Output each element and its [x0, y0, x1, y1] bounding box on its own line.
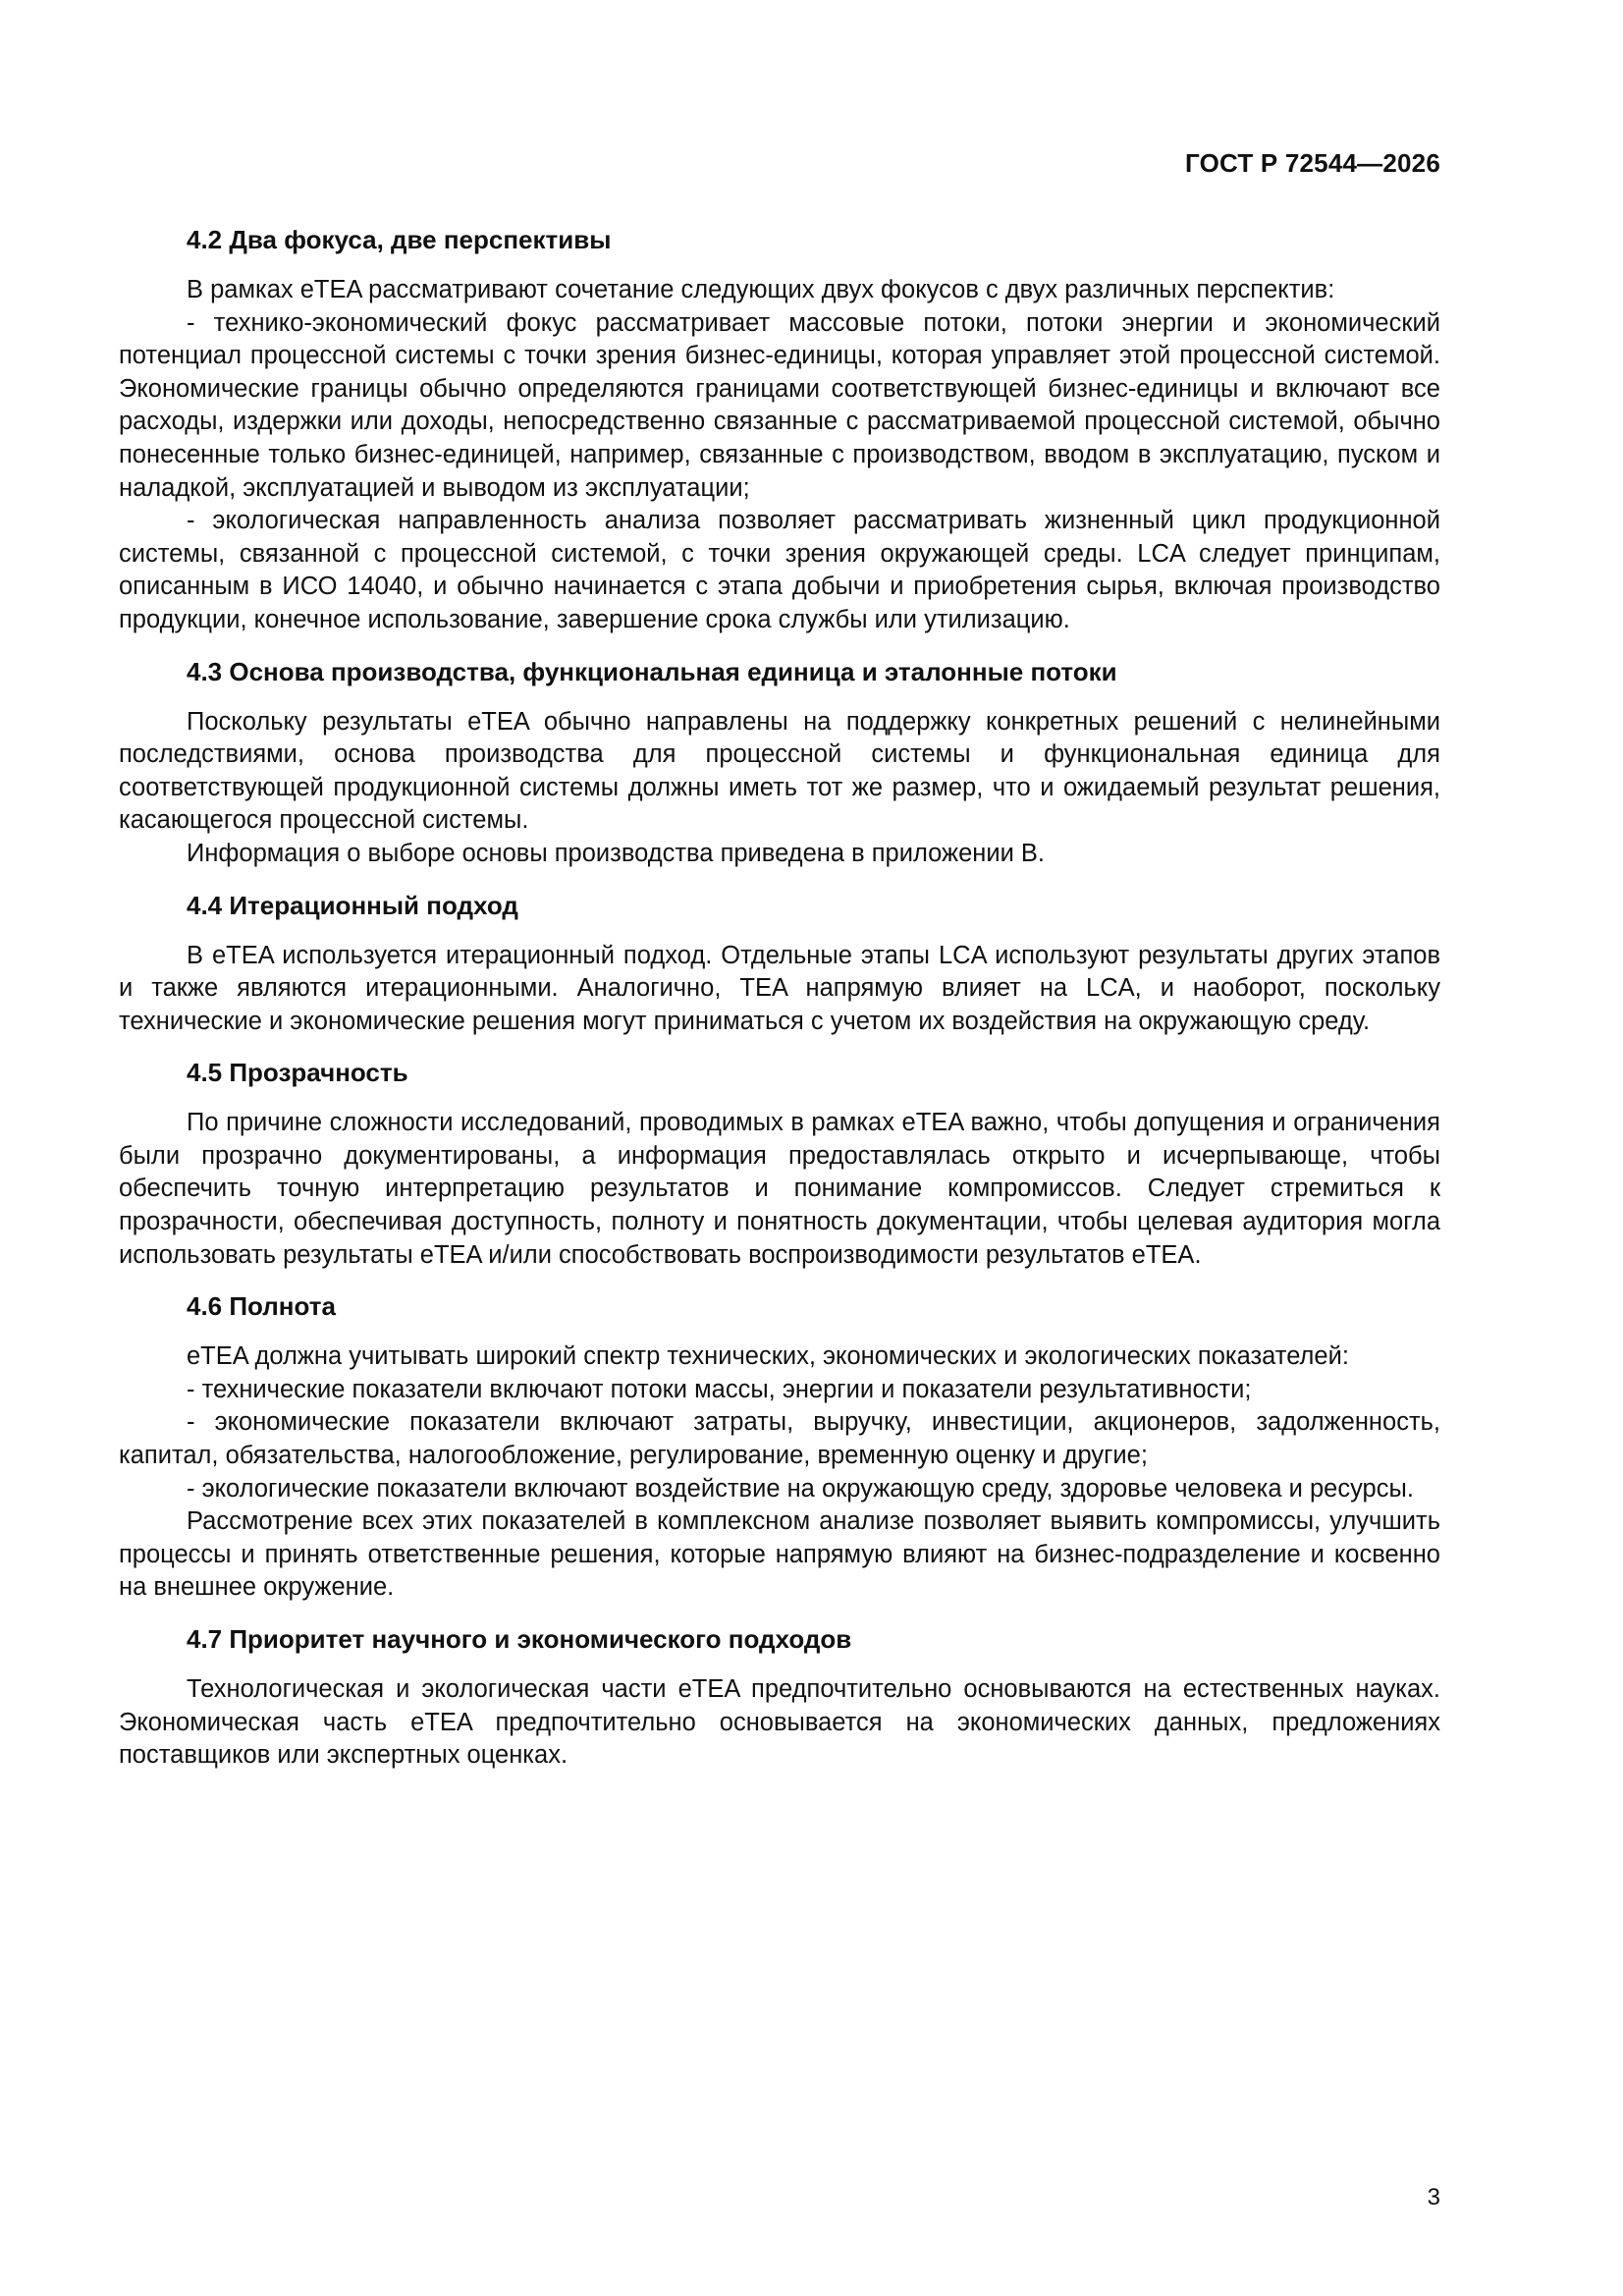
paragraph: - экологические показатели включают воздействие на окружающую среду, здоровье человека и ресурсы.: [187, 1474, 1414, 1503]
paragraph: eTEA должна учитывать широкий спектр технических, экономических и экологических показателей:: [187, 1342, 1349, 1371]
section-4-6: [119, 1289, 1440, 1605]
section-heading: 4.7 Приоритет научного и экономического подходов: [187, 1624, 852, 1654]
section-heading: 4.6 Полнота: [187, 1291, 336, 1322]
section-heading: 4.5 Прозрачность: [187, 1058, 408, 1088]
section-4-2: [119, 223, 1440, 637]
paragraph: - технические показатели включают потоки массы, энергии и показатели результативности;: [187, 1375, 1252, 1403]
paragraph: - технико-экономический фокус рассматривает массовые потоки, потоки энергии и экономический потенциал процессной системы с точки зрения бизнес-единицы, которая управляет этой процессной системой. Экономические границы обычно определяются границами соответствующей бизнес-единицы и включают все расходы, издержки или доходы, непосредственно связанные с рассматриваемой процессной системой, обычно понесенные только бизнес-единицей, например, связанные с производством, вводом в эксплуатацию, пуском и наладкой, эксплуатацией и выводом из эксплуатации;: [119, 308, 1440, 502]
paragraph: - экономические показатели включают затраты, выручку, инвестиции, акционеров, задолженность, капитал, обязательства, налогообложение, регулирование, временную оценку и другие;: [119, 1408, 1440, 1470]
section-heading: 4.2 Два фокуса, две перспективы: [187, 225, 612, 254]
section-heading: 4.4 Итерационный подход: [187, 890, 518, 920]
section-heading: 4.3 Основа производства, функциональная единица и эталонные потоки: [187, 656, 1117, 686]
page-number: 3: [1427, 2184, 1440, 2211]
paragraph: Информация о выборе основы производства приведена в приложении В.: [187, 839, 1046, 867]
section-4-4: [119, 889, 1440, 1039]
paragraph: По причине сложности исследований, проводимых в рамках eTEA важно, чтобы допущения и ограничения были прозрачно документированы, а информация предоставлялась открыто и исчерпывающе, чтобы обеспечить точную интерпретацию результатов и понимание компромиссов. Следует стремиться к прозрачности, обеспечивая доступность, полноту и понятность документации, чтобы целевая аудитория могла использовать результаты eTEA и/или способствовать воспроизводимости результатов eTEA.: [119, 1109, 1440, 1269]
paragraph: В рамках eTEA рассматривают сочетание следующих двух фокусов с двух различных перспектив:: [187, 276, 1335, 303]
section-4-3: [119, 655, 1440, 871]
paragraph: - экологическая направленность анализа позволяет рассматривать жизненный цикл продукционной системы, связанной с процессной системой, с точки зрения окружающей среды. LCA следует принципам, описанным в ИСО 14040, и обычно начинается с этапа добычи и приобретения сырья, включая производство продукции, конечное использование, завершение срока службы или утилизацию.: [119, 507, 1440, 633]
paragraph: Рассмотрение всех этих показателей в комплексном анализе позволяет выявить компромиссы, улучшить процессы и принять ответственные решения, которые напрямую влияют на бизнес-подразделение и косвенно на внешнее окружение.: [119, 1507, 1440, 1602]
paragraph: В eTEA используется итерационный подход. Отдельные этапы LCA используют результаты других этапов и также являются итерационными. Аналогично, TEA напрямую влияет на LCA, и наоборот, поскольку технические и экономические решения могут приниматься с учетом их воздействия на окружающую среду.: [119, 941, 1440, 1035]
section-4-5: [119, 1056, 1440, 1272]
paragraph: Технологическая и экологическая части eTEA предпочтительно основываются на естественных науках. Экономическая часть eTEA предпочтительно основывается на экономических данных, предложениях поставщиков или экспертных оценках.: [119, 1675, 1440, 1770]
paragraph: Поскольку результаты eTEA обычно направлены на поддержку конкретных решений с нелинейными последствиями, основа производства для процессной системы и функциональная единица для соответствующей продукционной системы должны иметь тот же размер, что и ожидаемый результат решения, касающегося процессной системы.: [119, 707, 1440, 835]
document-body: [119, 223, 1440, 1790]
section-4-7: [119, 1622, 1440, 1773]
document-id: ГОСТ Р 72544—2026: [1185, 148, 1440, 178]
